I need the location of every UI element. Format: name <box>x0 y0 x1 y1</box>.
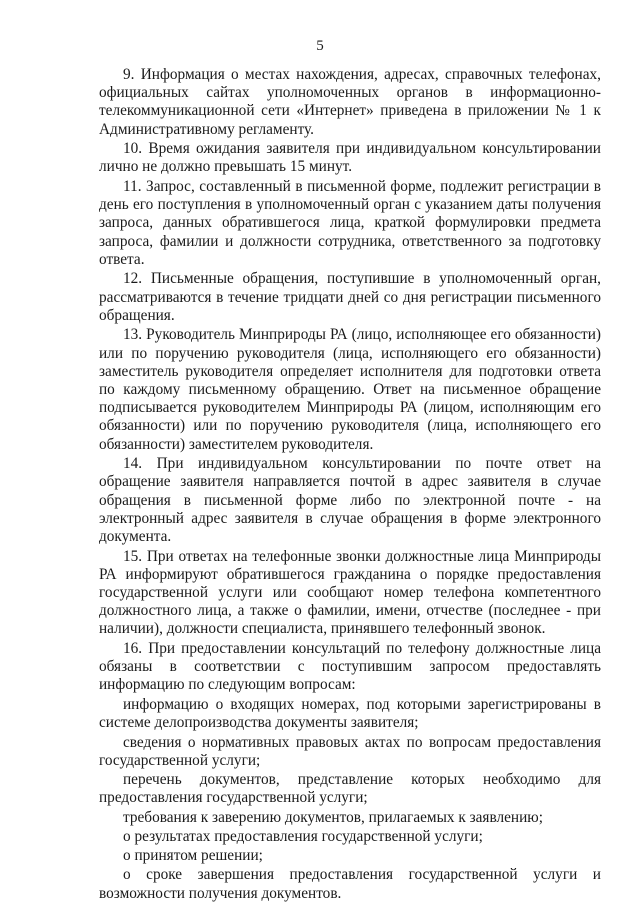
list-item: сведения о нормативных правовых актах по вопросам предоставления государственной услуги; <box>99 733 601 769</box>
paragraph-10: 10. Время ожидания заявителя при индивидуальном консультировании лично не должно превышать 15 минут. <box>99 140 601 176</box>
page-number: 5 <box>316 38 324 54</box>
list-item: о результатах предоставления государственной услуги; <box>123 827 483 845</box>
list-item: информацию о входящих номерах, под которыми зарегистрированы в системе делопроизводства документы заявителя; <box>99 696 601 732</box>
paragraph-15: 15. При ответах на телефонные звонки должностные лица Минприроды РА информируют обратившегося гражданина о порядке предоставления государственной услуги или сообщают номер телефона компетентного должностного лица, а также о фамилии, имени, отчестве (последнее - при наличии), должности специалиста, принявшего телефонный звонок. <box>99 547 601 638</box>
paragraph-11: 11. Запрос, составленный в письменной форме, подлежит регистрации в день его поступления в уполномоченный орган с указанием даты получения запроса, данных обратившегося лица, краткой формулировки предмета запроса, фамилии и должности сотрудника, ответственного за подготовку ответа. <box>99 178 601 268</box>
paragraph-16: 16. При предоставлении консультаций по телефону должностные лица обязаны в соответствии с поступившим запросом предоставлять информацию по следующим вопросам: <box>99 640 601 694</box>
list-item: перечень документов, представление которых необходимо для предоставления государственной услуги; <box>99 771 601 807</box>
paragraph-14: 14. При индивидуальном консультировании по почте ответ на обращение заявителя направляется почтой в адрес заявителя в случае обращения в письменной форме либо по электронной почте - на электронный адрес заявителя в случае обращения в форме электронного документа. <box>99 455 601 546</box>
list-item: о сроке завершения предоставления государственной услуги и возможности получения документов. <box>99 866 601 902</box>
list-item: требования к заверению документов, прилагаемых к заявлению; <box>123 808 543 826</box>
paragraph-12: 12. Письменные обращения, поступившие в уполномоченный орган, рассматриваются в течение тридцати дней со дня регистрации письменного обращения. <box>99 270 601 324</box>
list-item: о принятом решении; <box>123 847 263 865</box>
page-body <box>99 66 601 904</box>
paragraph-13: 13. Руководитель Минприроды РА (лицо, исполняющее его обязанности) или по поручению руководителя (лица, исполняющего его обязанности) заместитель руководителя определяет исполнителя для подготовки ответа по каждому письменному обращению. Ответ на письменное обращение подписывается руководителем Минприроды РА (лицом, исполняющим его обязанности) или по поручению руководителя (лица, исполняющего его обязанности) заместителем руководителя. <box>99 326 601 453</box>
paragraph-9: 9. Информация о местах нахождения, адресах, справочных телефонах, официальных сайтах уполномоченных органов в информационно-телекоммуникационной сети «Интернет» приведена в приложении № 1 к Административному регламенту. <box>99 66 601 138</box>
